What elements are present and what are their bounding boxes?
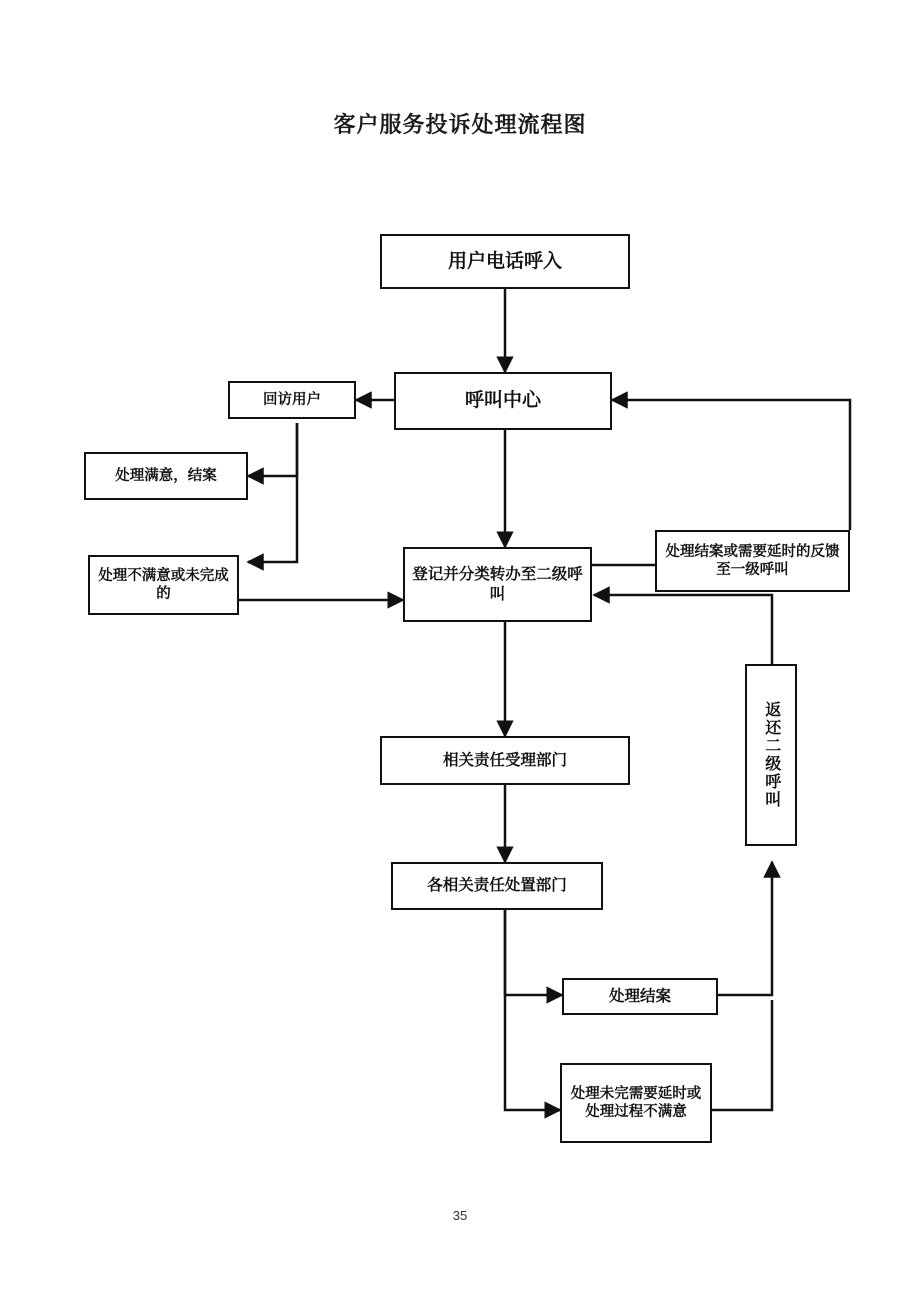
node-call-center — [394, 372, 612, 430]
node-label: 回访用户 — [263, 391, 321, 408]
node-related-responsible-handling-dept — [391, 862, 603, 910]
node-register-dispatch-level2 — [403, 547, 592, 622]
node-incomplete-delay-or-process-unsatisfied — [560, 1063, 712, 1143]
node-label: 登记并分类转办至二级呼叫 — [412, 566, 583, 603]
node-satisfied-closed — [84, 452, 248, 500]
node-label: 处理未完需要延时或处理过程不满意 — [570, 1085, 702, 1120]
node-label: 处理满意，结案 — [115, 467, 217, 484]
node-label: 用户电话呼入 — [447, 250, 562, 272]
page-number: 35 — [452, 1208, 468, 1223]
node-unsatisfied-or-incomplete — [88, 555, 239, 615]
node-label: 处理结案或需要延时的反馈至一级呼叫 — [665, 543, 840, 578]
node-related-responsible-intake-dept — [380, 736, 630, 785]
node-label: 返还二级呼叫 — [762, 701, 780, 809]
node-user-phone-call-in — [380, 234, 630, 289]
node-return-to-level2 — [745, 664, 797, 846]
node-label: 处理不满意或未完成的 — [98, 567, 229, 602]
node-revisit-user — [228, 381, 356, 419]
node-label: 各相关责任处置部门 — [427, 877, 567, 895]
node-handled-closed — [562, 978, 718, 1015]
node-closed-or-delay-feedback-level1 — [655, 530, 850, 592]
page-title: 客户服务投诉处理流程图 — [333, 112, 587, 137]
node-label: 呼叫中心 — [464, 390, 541, 412]
node-label: 处理结案 — [608, 987, 671, 1005]
node-label: 相关责任受理部门 — [442, 751, 567, 769]
